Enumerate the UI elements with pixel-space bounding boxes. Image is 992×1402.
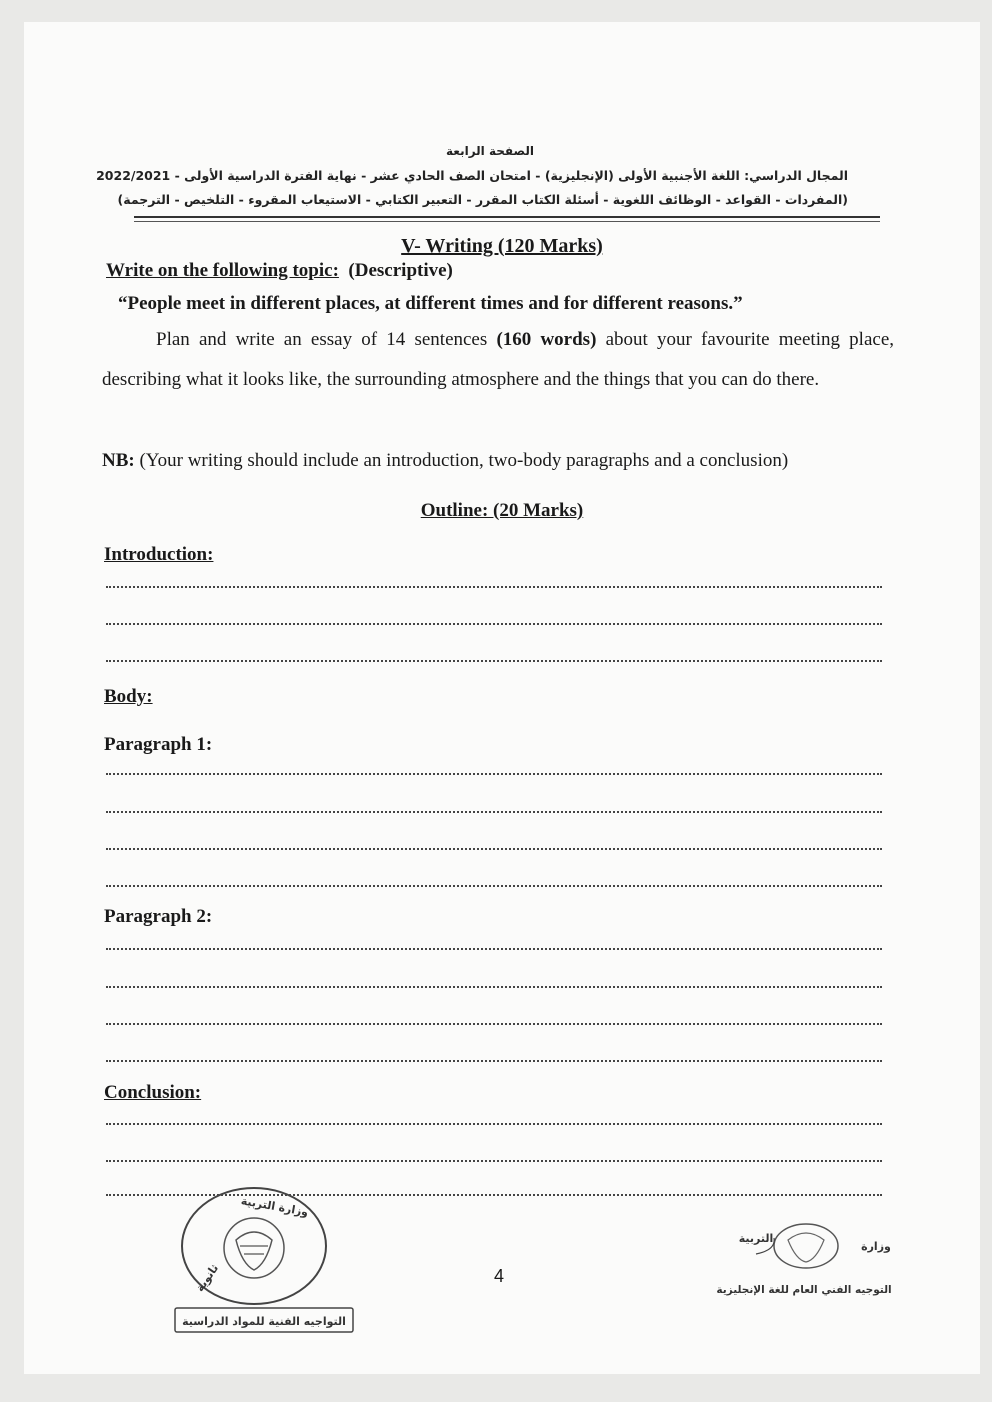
page-number: 4 [494, 1266, 505, 1286]
stamp-left-box-text: التواجيه الفنية للمواد الدراسية [182, 1315, 346, 1328]
nb-note [102, 450, 788, 472]
instruction-words: (160 words) [496, 329, 597, 350]
stamp-right-ministry-text: وزارة [861, 1240, 891, 1253]
paragraph-2-label: Paragraph 2: [104, 906, 213, 927]
body-label: Body: [104, 686, 153, 707]
conclusion-label: Conclusion: [104, 1082, 202, 1103]
instruction-part-1: Plan and write an essay of 14 sentences [156, 329, 497, 350]
ministry-seal-icon [716, 1220, 896, 1280]
outline-title [24, 500, 980, 522]
paragraph-1-line-4[interactable] [106, 885, 882, 887]
header-line-1: المجال الدراسي: اللغة الأجنبية الأولى (الإنجليزية) - امتحان الصف الحادي عشر - نهاية الفترة الدراسية الأولى - 2022/2021 [96, 168, 848, 183]
conclusion-line-2[interactable] [106, 1160, 882, 1162]
topic-label: Write on the following topic: [106, 260, 339, 281]
topic-line [106, 260, 453, 282]
nb-label: NB: [102, 450, 135, 471]
header-rule-thin [134, 221, 880, 222]
secondary-stamp-icon [174, 1184, 354, 1334]
paragraph-2-line-2[interactable] [106, 986, 882, 988]
section-title [24, 235, 980, 258]
introduction-line-2[interactable] [106, 623, 882, 625]
introduction-label: Introduction: [104, 544, 214, 565]
english-supervision-caption: التوجيه الفني العام للغة الإنجليزية [716, 1284, 892, 1296]
introduction-line-1[interactable] [106, 586, 882, 588]
stamp-right-edu-text: التربية [738, 1232, 774, 1245]
topic-quote: “People meet in different places, at different times and for different reasons.” [118, 293, 743, 314]
paragraph-2-line-4[interactable] [106, 1060, 882, 1062]
stamp-left-top-text: وزارة التربية [239, 1194, 310, 1219]
stamp-left-side-text: ثانوية [193, 1261, 222, 1295]
topic-type: (Descriptive) [348, 260, 453, 281]
outline-title-text: Outline: (20 Marks) [420, 500, 584, 521]
paragraph-2-line-1[interactable] [106, 948, 882, 950]
paragraph-1-line-2[interactable] [106, 811, 882, 813]
instruction-paragraph [102, 320, 894, 400]
nb-text: (Your writing should include an introduction, two-body paragraphs and a conclusion) [134, 450, 789, 471]
introduction-line-3[interactable] [106, 660, 882, 662]
header-page-label: الصفحة الرابعة [446, 144, 534, 158]
exam-page [24, 22, 980, 1374]
section-title-text: V- Writing (120 Marks) [401, 235, 603, 257]
paragraph-2-line-3[interactable] [106, 1023, 882, 1025]
paragraph-1-line-1[interactable] [106, 773, 882, 775]
paragraph-1-label: Paragraph 1: [104, 734, 213, 755]
header-rule [134, 216, 880, 218]
conclusion-line-1[interactable] [106, 1123, 882, 1125]
paragraph-1-line-3[interactable] [106, 848, 882, 850]
header-line-2: (المفردات - القواعد - الوظائف اللغوية - أسئلة الكتاب المقرر - التعبير الكتابي - الاستيعاب المقروء - التلخيص - الترجمة) [117, 192, 848, 207]
instruction-part-2: about your favourite meeting place, describing what it looks like, the surrounding atmosphere and the things that you can do there. [102, 329, 894, 390]
